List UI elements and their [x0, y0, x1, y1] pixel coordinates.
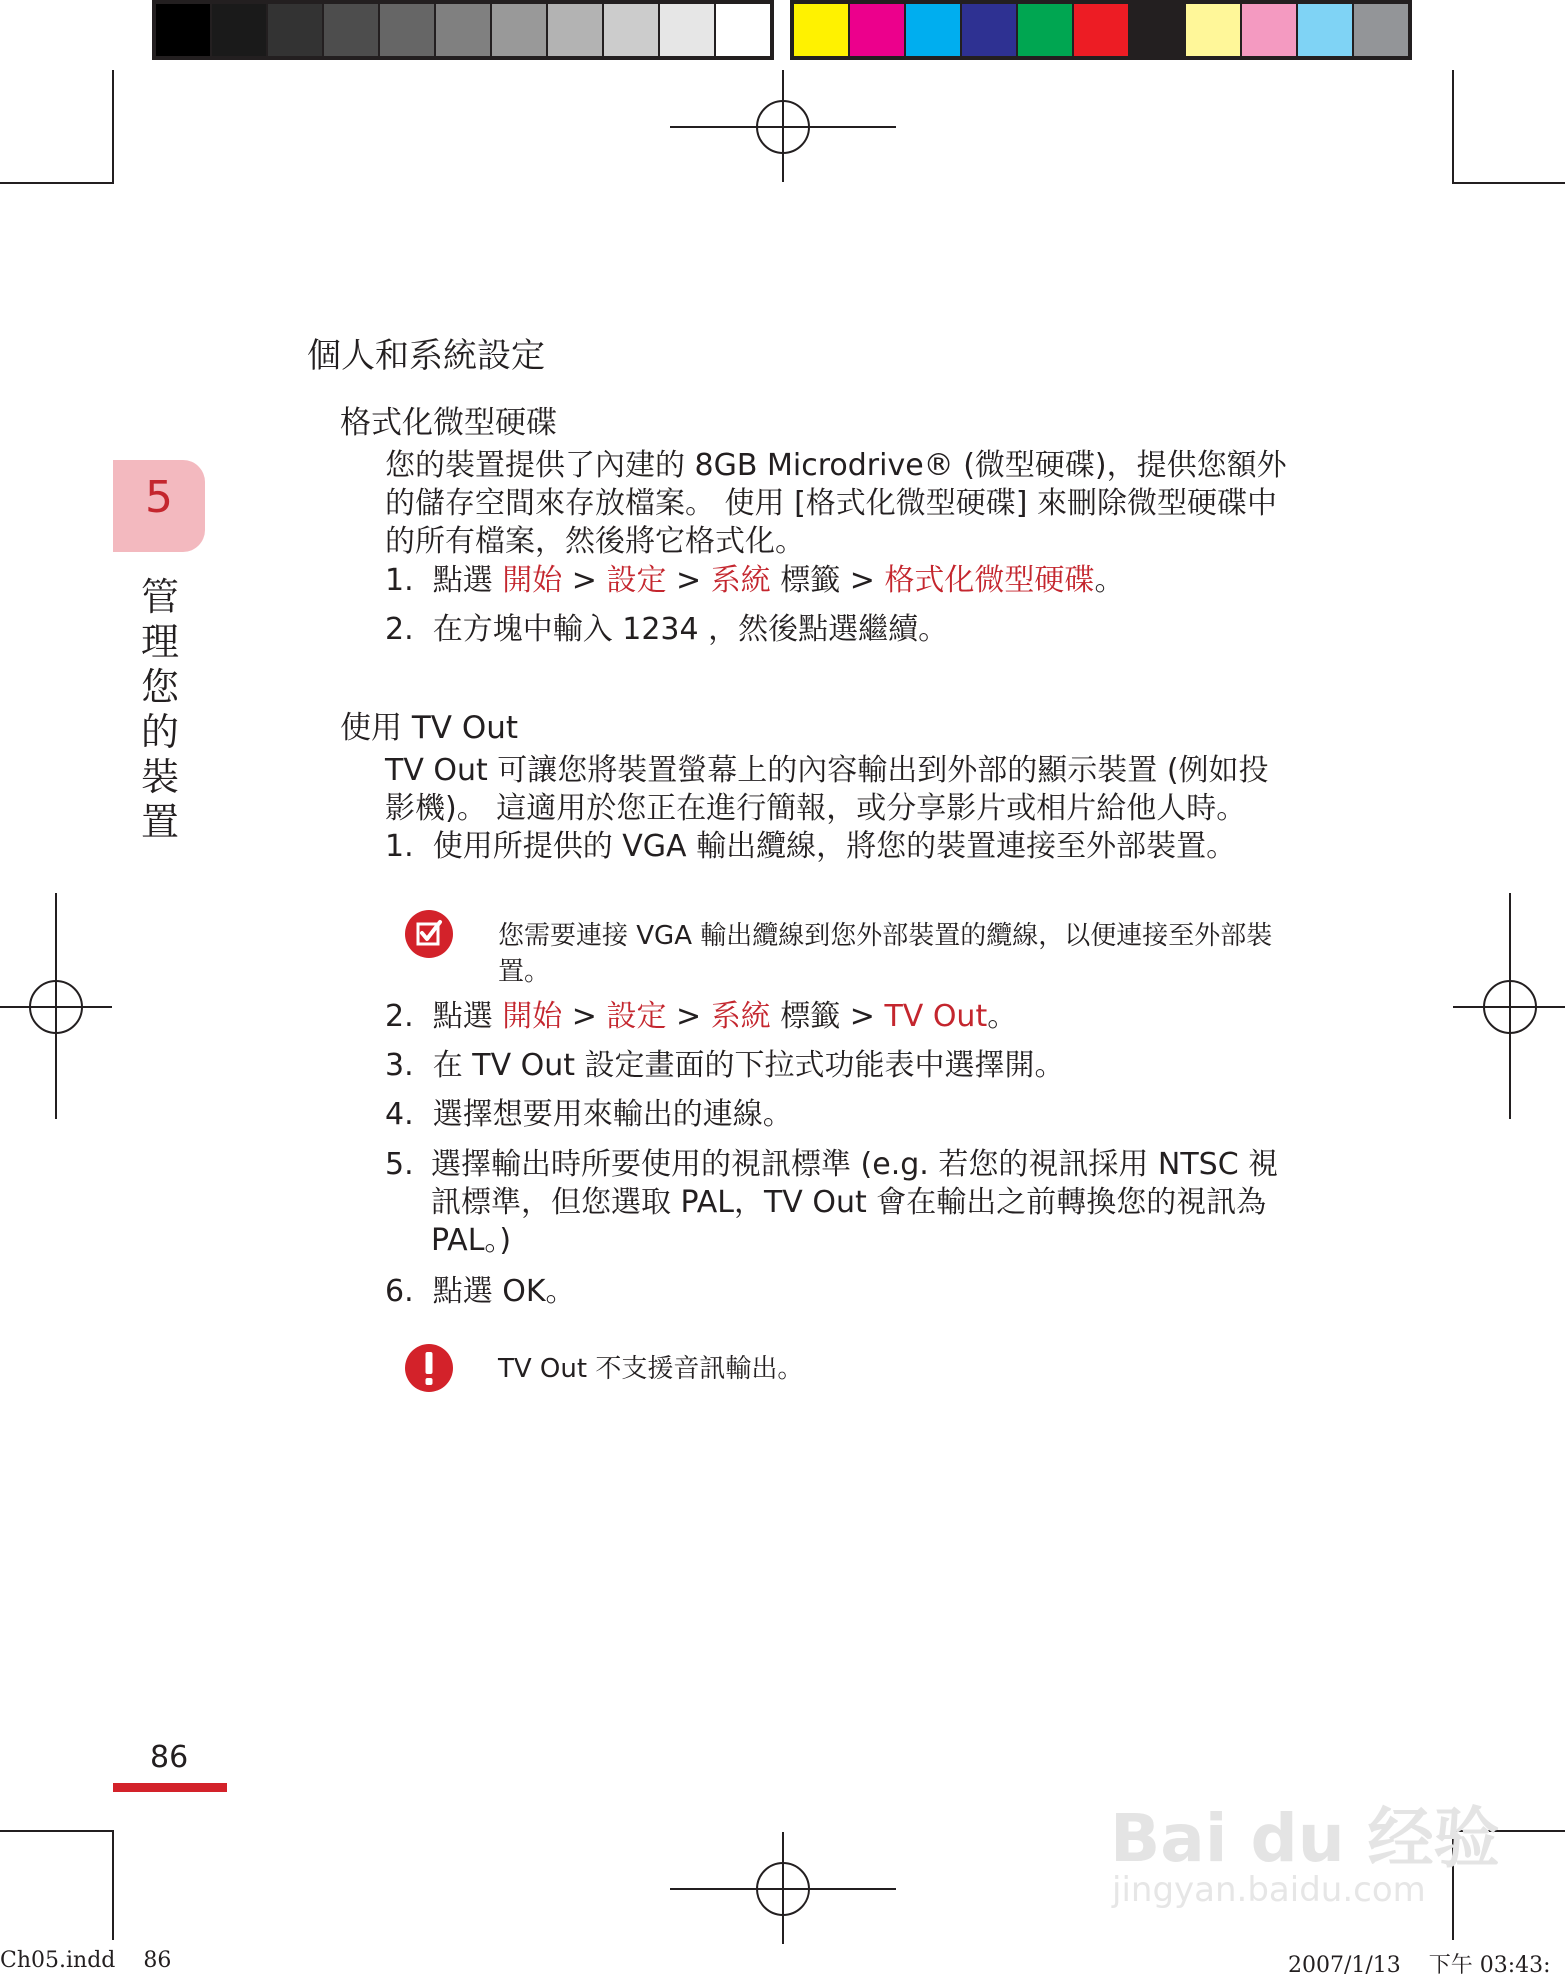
crop-mark [1452, 70, 1454, 182]
gray-swatch [604, 4, 660, 56]
step-text: 。 [1094, 563, 1125, 598]
crop-mark [112, 70, 114, 182]
color-swatch [1074, 4, 1130, 56]
tvout-step-6 [385, 1273, 1345, 1311]
crop-mark [0, 182, 114, 184]
step-text: 點選 [432, 563, 503, 598]
separator: > [562, 999, 607, 1034]
step-line: 訊標準，但您選取 PAL，TV Out 會在輸出之前轉換您的視訊為 [431, 1185, 1267, 1220]
menu-settings: 設定 [606, 563, 667, 598]
chapter-title-char: 理 [140, 620, 179, 664]
step-text: 在方塊中輸入 1234 ，然後點選繼續。 [432, 612, 949, 647]
body-line: 您的裝置提供了內建的 8GB Microdrive® (微型硬碟)，提供您額外 [385, 448, 1287, 483]
separator: > [666, 563, 711, 598]
body-line: 的所有檔案，然後將它格式化。 [385, 524, 805, 559]
step-line: 選擇輸出時所要使用的視訊標準 (e.g. 若您的視訊採用 NTSC 視 [431, 1147, 1279, 1182]
gray-swatch [156, 4, 212, 56]
menu-format-microdrive: 格式化微型硬碟 [884, 563, 1095, 598]
footer-date: 2007/1/13 下午 03:43: [1288, 1953, 1551, 1978]
menu-system: 系統 [710, 563, 771, 598]
watermark-url: jingyan.baidu.com [1112, 1870, 1426, 1910]
section-format-body [385, 447, 1345, 561]
format-step-2 [385, 611, 1345, 649]
step-text: 選擇想要用來輸出的連線。 [432, 1097, 793, 1132]
step-number: 1. [385, 563, 414, 598]
body-line: TV Out 可讓您將裝置螢幕上的內容輸出到外部的顯示裝置 (例如投 [385, 753, 1269, 788]
color-swatch [962, 4, 1018, 56]
color-swatch [794, 4, 850, 56]
color-swatch [850, 4, 906, 56]
tvout-step-3 [385, 1047, 1345, 1085]
separator: > [562, 563, 607, 598]
step-text: 使用所提供的 VGA 輸出纜線，將您的裝置連接至外部裝置。 [432, 829, 1237, 864]
menu-tv-out: TV Out [884, 999, 988, 1034]
step-text: 標籤 > [770, 999, 885, 1034]
warning-exclamation-icon [405, 1344, 453, 1392]
gray-swatch [548, 4, 604, 56]
step-text: 點選 OK。 [432, 1274, 576, 1309]
menu-system: 系統 [710, 999, 771, 1034]
body-line: 影機)。 這適用於您正在進行簡報，或分享影片或相片給他人時。 [385, 791, 1247, 826]
process-color-bar [790, 0, 1412, 60]
gray-swatch [716, 4, 770, 56]
format-step-1 [385, 562, 1345, 600]
chapter-title-char: 您 [140, 665, 179, 709]
menu-start: 開始 [502, 563, 563, 598]
menu-start: 開始 [502, 999, 563, 1034]
color-swatch [1018, 4, 1074, 56]
chapter-title-char: 裝 [140, 755, 179, 799]
gray-swatch [660, 4, 716, 56]
separator: > [666, 999, 711, 1034]
page-number: 86 [150, 1740, 189, 1775]
note-checkbox-icon [405, 910, 453, 958]
body-line: 的儲存空間來存放檔案。 使用 [格式化微型硬碟] 來刪除微型硬碟中 [385, 486, 1278, 521]
note-line: 您需要連接 VGA 輸出纜線到您外部裝置的纜線，以便連接至外部裝 [498, 921, 1273, 951]
crop-mark [0, 1830, 114, 1832]
note-text [498, 918, 1348, 990]
color-swatch [1354, 4, 1408, 56]
step-number: 4. [385, 1097, 414, 1132]
gray-swatch [380, 4, 436, 56]
section-heading-tvout: 使用 TV Out [340, 710, 519, 746]
gray-swatch [212, 4, 268, 56]
tvout-step-2 [385, 998, 1345, 1036]
warning-text: TV Out 不支援音訊輸出。 [498, 1354, 804, 1384]
tvout-step-5 [385, 1146, 1345, 1260]
step-line: PAL。) [431, 1223, 512, 1258]
page-number-underline [113, 1783, 227, 1792]
chapter-title-char: 的 [140, 710, 179, 754]
step-text: 在 TV Out 設定畫面的下拉式功能表中選擇開。 [432, 1048, 1065, 1083]
watermark-logo: Bai du 经验 [1110, 1800, 1500, 1877]
step-number: 5. [385, 1147, 414, 1182]
step-text: 標籤 > [770, 563, 885, 598]
step-number: 2. [385, 999, 414, 1034]
page-title: 個人和系統設定 [307, 336, 545, 376]
section-heading-format: 格式化微型硬碟 [340, 405, 557, 441]
step-number: 1. [385, 829, 414, 864]
menu-settings: 設定 [606, 999, 667, 1034]
chapter-number: 5 [145, 472, 173, 523]
step-number: 3. [385, 1048, 414, 1083]
crop-mark [1452, 182, 1565, 184]
gray-swatch [436, 4, 492, 56]
section-tvout-body [385, 752, 1345, 828]
grayscale-color-bar [152, 0, 774, 60]
color-swatch [1298, 4, 1354, 56]
step-text: 點選 [432, 999, 503, 1034]
footer-file: Ch05.indd 86 [0, 1948, 172, 1973]
chapter-tab [113, 460, 205, 552]
chapter-title-char: 置 [140, 800, 179, 844]
step-text: 。 [987, 999, 1018, 1034]
gray-swatch [492, 4, 548, 56]
step-number: 2. [385, 612, 414, 647]
color-swatch [906, 4, 962, 56]
step-number: 6. [385, 1274, 414, 1309]
crop-mark [112, 1830, 114, 1940]
gray-swatch [324, 4, 380, 56]
color-swatch [1186, 4, 1242, 56]
note-line: 置。 [498, 957, 551, 987]
color-swatch [1130, 4, 1186, 56]
chapter-title-vertical [135, 575, 185, 845]
color-swatch [1242, 4, 1298, 56]
gray-swatch [268, 4, 324, 56]
chapter-title-char: 管 [140, 575, 179, 619]
tvout-step-1 [385, 828, 1345, 866]
tvout-step-4 [385, 1096, 1345, 1134]
